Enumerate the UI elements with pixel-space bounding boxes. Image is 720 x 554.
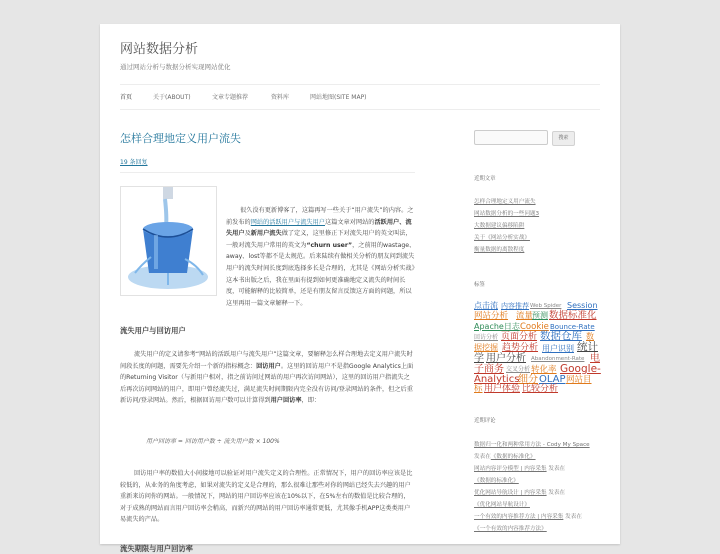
tag-link[interactable]: Google-	[560, 363, 601, 375]
tag-link[interactable]: OLAP	[539, 374, 566, 385]
site-title[interactable]: 网站数据分析	[120, 42, 199, 57]
tag-link[interactable]: Abandonment-Rate	[531, 356, 585, 362]
nav-item-home[interactable]: 首页	[120, 94, 133, 101]
comments-link[interactable]: 19 条回复	[120, 159, 148, 166]
section-heading-1: 流失用户与回访用户	[120, 326, 186, 335]
nav-item-featured[interactable]: 文章专题推荐	[212, 94, 249, 101]
tag-link[interactable]: 统计	[577, 341, 598, 353]
recent-post-link[interactable]: 怎样合理地定义用户流失	[474, 199, 536, 205]
nav-item-library[interactable]: 资料库	[271, 94, 290, 101]
tag-link[interactable]: 标	[474, 384, 483, 394]
recent-post-link[interactable]: 大数据建议偏移陷阱	[474, 223, 525, 229]
paragraph-2: 流失用户的定义请参考“网站的活跃用户与流失用户”这篇文章，要解释怎么样合理地去定义用户流失时间段长度的问题，需要先介绍一个新的指标概念：回访用户。这里的回访用户不是指Google Analytics上面的Returning Visitor（与新用户相对，指之前访问过网站的用户再次访问网站），这里的回访用户指流失之后再次访问网站的用户，即用户曾经流失过，满足流失时间期限内完全没有访问/登录网站的条件，但之后重新访问/登录网站。然后，根据回访用户数可以计算得到用户回访率，即：	[120, 351, 414, 405]
tag-link[interactable]: 页面分析	[501, 332, 538, 342]
recent-post-link[interactable]: 衡量数据的离散程度	[474, 247, 525, 253]
search-button[interactable]: 搜索	[552, 131, 575, 146]
recent-post-link[interactable]: 关于《网站分析实战》	[474, 235, 530, 241]
divider	[120, 172, 415, 173]
recent-post-link[interactable]: 网站数据分析的一些问题3	[474, 211, 540, 217]
tag-link[interactable]: 用户分析	[486, 353, 526, 364]
tag-link[interactable]: 子商务	[474, 364, 504, 375]
tag-link[interactable]: 数据标准化	[549, 310, 597, 321]
main-navigation	[120, 84, 600, 110]
post-title[interactable]: 怎样合理地定义用户流失	[120, 132, 241, 145]
search-input[interactable]	[474, 130, 548, 145]
tag-link[interactable]: 点击流	[474, 301, 498, 310]
site-description: 通过网站分析与数据分析实现网站优化	[120, 63, 231, 71]
recent-comment: 《优化网站导航设计》	[474, 502, 530, 508]
active-lost-users-link[interactable]: 网站的活跃用户与流失用户	[250, 218, 325, 226]
tag-link[interactable]: 回访分析	[474, 334, 499, 341]
tag-link[interactable]: 细分	[518, 374, 538, 385]
nav-item-about[interactable]: 关于(ABOUT)	[153, 94, 191, 101]
tags-title: 标签	[474, 282, 485, 288]
recent-comment: 网站内容评分模型 | 内容采集 发表在	[474, 466, 566, 472]
tag-link[interactable]: 网站分析	[474, 311, 509, 321]
tag-link[interactable]: 学	[474, 353, 484, 364]
tag-link[interactable]: 用户识别	[542, 344, 574, 353]
tag-link[interactable]: Cookie	[520, 322, 549, 332]
tag-link[interactable]: 数据仓库	[540, 330, 582, 342]
post-image-bucket	[120, 186, 217, 296]
recent-posts-title: 近期文章	[474, 176, 496, 182]
recent-comment: 数据归一化和两种常用方法 - Cody My Space	[474, 442, 590, 448]
tag-link[interactable]: Analytics	[474, 374, 520, 385]
tag-link[interactable]: 转化率	[531, 365, 557, 375]
intro-paragraph: 很久没有更新博客了，这篇再写一些关于“用户流失”的内容。之前发布的网站的活跃用户与流失用户这篇文章对网站的活跃用户、流失用户及新用户流失做了定义，这里修正下对流失用户的英文叫法，一般对流失用户常用的英文为“churn user”，之前用的wastage、away、lost等都不是太规范。后来陆续有做相关分析的朋友问到流失用户的流失时间长度到底选择多长是合理的，尤其是《网站分析实战》这本书出版之后，我在里面有提到如何更准确地定义流失的时间长度，可能解释的比较简单，还是有朋友留言反馈这方面的问题，所以这里再用一篇文章解释一下。	[226, 207, 416, 307]
recent-comment: 优化网站导航设计 | 内容采集 发表在	[474, 490, 566, 496]
leaking-bucket-icon	[121, 187, 216, 295]
nav-item-sitemap[interactable]: 网站地图(SITE MAP)	[310, 94, 367, 101]
tag-link[interactable]: 用户体验	[484, 384, 521, 394]
tag-link[interactable]: 网站目	[566, 375, 592, 385]
tag-link[interactable]: 流量	[516, 311, 534, 321]
tag-link[interactable]: 比较分析	[522, 384, 559, 394]
recent-comments-title: 近期评论	[474, 418, 496, 424]
tag-link[interactable]: 预测	[532, 311, 548, 320]
tag-link[interactable]: 趋势分析	[502, 343, 539, 353]
recent-comment: 发表在《数据的标准化》	[474, 454, 536, 460]
recent-comment: 《数据的标准化》	[474, 478, 519, 484]
page-container	[100, 24, 620, 553]
formula: 用户回访率 = 回访用户数 ÷ 流失用户数 × 100%	[146, 438, 280, 445]
tag-link[interactable]: 交叉分析	[506, 366, 531, 373]
recent-comment: 《一个有效的内容推荐方法》	[474, 526, 547, 532]
section-heading-2: 流失期限与用户回访率	[120, 544, 193, 553]
tag-link[interactable]: 数	[586, 332, 594, 341]
tag-link[interactable]: Bounce-Rate	[550, 323, 595, 331]
tag-link[interactable]: 电	[590, 353, 600, 364]
recent-comment: 一个有效的内容推荐方法 | 内容采集 发表在	[474, 514, 582, 520]
tag-link[interactable]: Apache日志	[474, 322, 520, 331]
tag-link[interactable]: 据挖掘	[474, 343, 498, 352]
tag-link[interactable]: Session	[567, 301, 598, 310]
tag-link[interactable]: Web Spider	[530, 303, 562, 309]
tag-link[interactable]: 内容推荐	[501, 302, 529, 310]
paragraph-3: 回访用户率的数值大小间接地可以验证对用户流失定义的合理性。正常情况下，用户的回访率应该是比较低的，从业务的角度考虑，如果对流失的定义是合理的，那么很难让那些对你的网站已经失去兴趣的用户重新来访问你的网站。一般情况下，网站的用户回访率应该在10%以下，在5%左右的数值是比较合理的，对于成熟的网站而言用户回访率会稍高，而新兴的网站的用户回访率通常更低，尤其像手机APP这类类用户易流失的产品。	[120, 470, 413, 524]
